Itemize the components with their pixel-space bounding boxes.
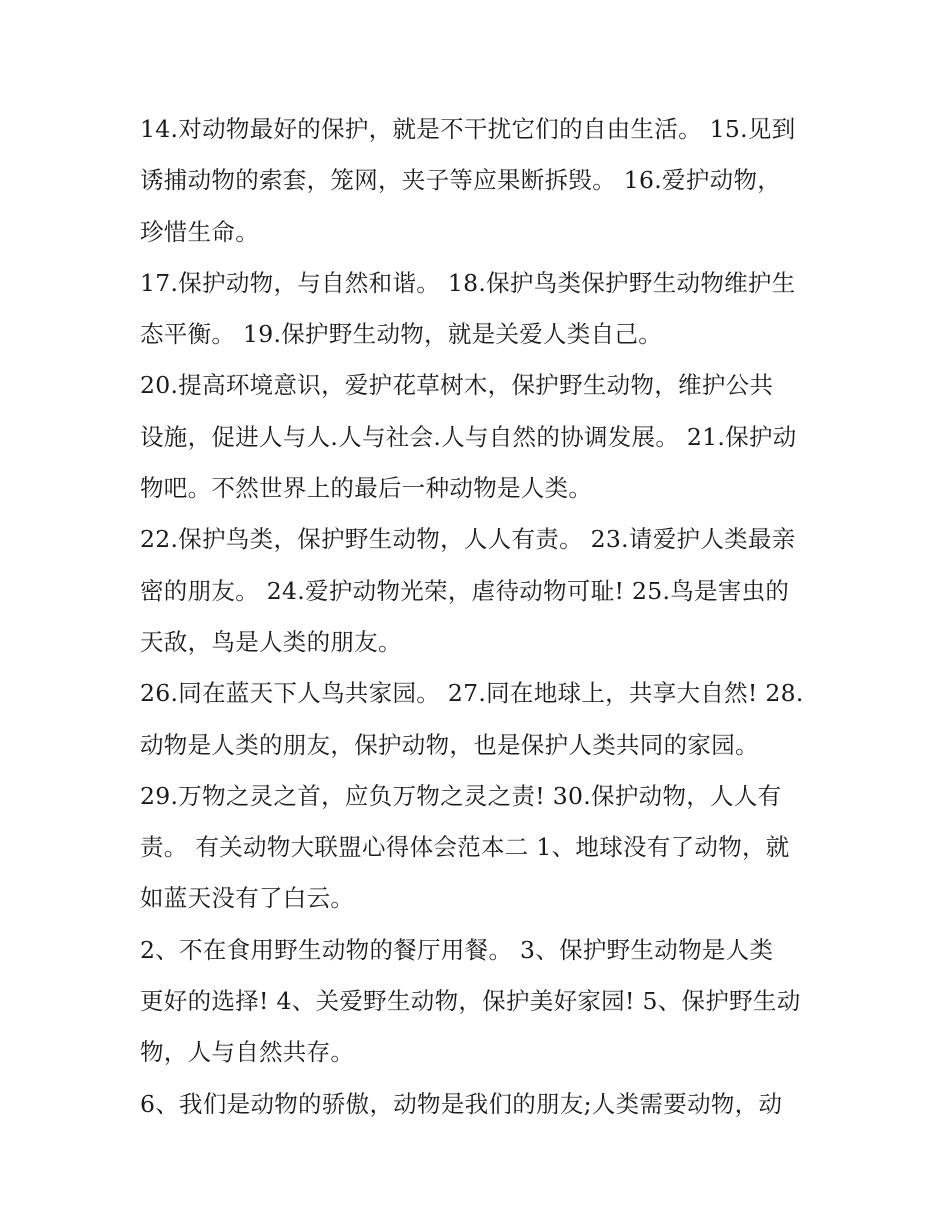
- text-line: 如蓝天没有了白云。: [140, 884, 355, 913]
- text-line: 29.万物之灵之首，应负万物之灵之责! 30.保护动物，人人有: [140, 781, 782, 810]
- text-line: 更好的选择! 4、关爱野生动物，保护美好家园! 5、保护野生动: [140, 987, 801, 1016]
- text-line: 诱捕动物的索套，笼网，夹子等应果断拆毁。 16.爱护动物，: [140, 166, 782, 195]
- text-line: 天敌，鸟是人类的朋友。: [140, 627, 402, 656]
- text-line: 26.同在蓝天下人鸟共家园。 27.同在地球上，共享大自然! 28.: [140, 679, 804, 708]
- document-text-body: [140, 104, 820, 1130]
- text-line: 责。 有关动物大联盟心得体会范本二 1、地球没有了动物，就: [140, 833, 790, 862]
- text-line: 22.保护鸟类，保护野生动物，人人有责。 23.请爱护人类最亲: [140, 525, 796, 554]
- text-line: 密的朋友。 24.爱护动物光荣，虐待动物可耻! 25.鸟是害虫的: [140, 576, 790, 605]
- text-line: 态平衡。 19.保护野生动物，就是关爱人类自己。: [140, 320, 663, 349]
- text-line: 14.对动物最好的保护，就是不干扰它们的自由生活。 15.见到: [140, 115, 796, 143]
- text-line: 设施，促进人与人.人与社会.人与自然的协调发展。 21.保护动: [140, 422, 797, 451]
- text-line: 物，人与自然共存。: [140, 1038, 355, 1067]
- text-line: 动物是人类的朋友，保护动物，也是保护人类共同的家园。: [140, 730, 759, 759]
- text-line: 物吧。不然世界上的最后一种动物是人类。: [140, 474, 593, 503]
- text-line: 2、不在食用野生动物的餐厅用餐。 3、保护野生动物是人类: [140, 935, 774, 964]
- text-line: 17.保护动物，与自然和谐。 18.保护鸟类保护野生动物维护生: [140, 268, 796, 297]
- text-line: 6、我们是动物的骄傲，动物是我们的朋友;人类需要动物，动: [140, 1089, 783, 1118]
- text-line: 20.提高环境意识，爱护花草树木，保护野生动物，维护公共: [140, 371, 774, 400]
- text-line: 珍惜生命。: [140, 217, 259, 246]
